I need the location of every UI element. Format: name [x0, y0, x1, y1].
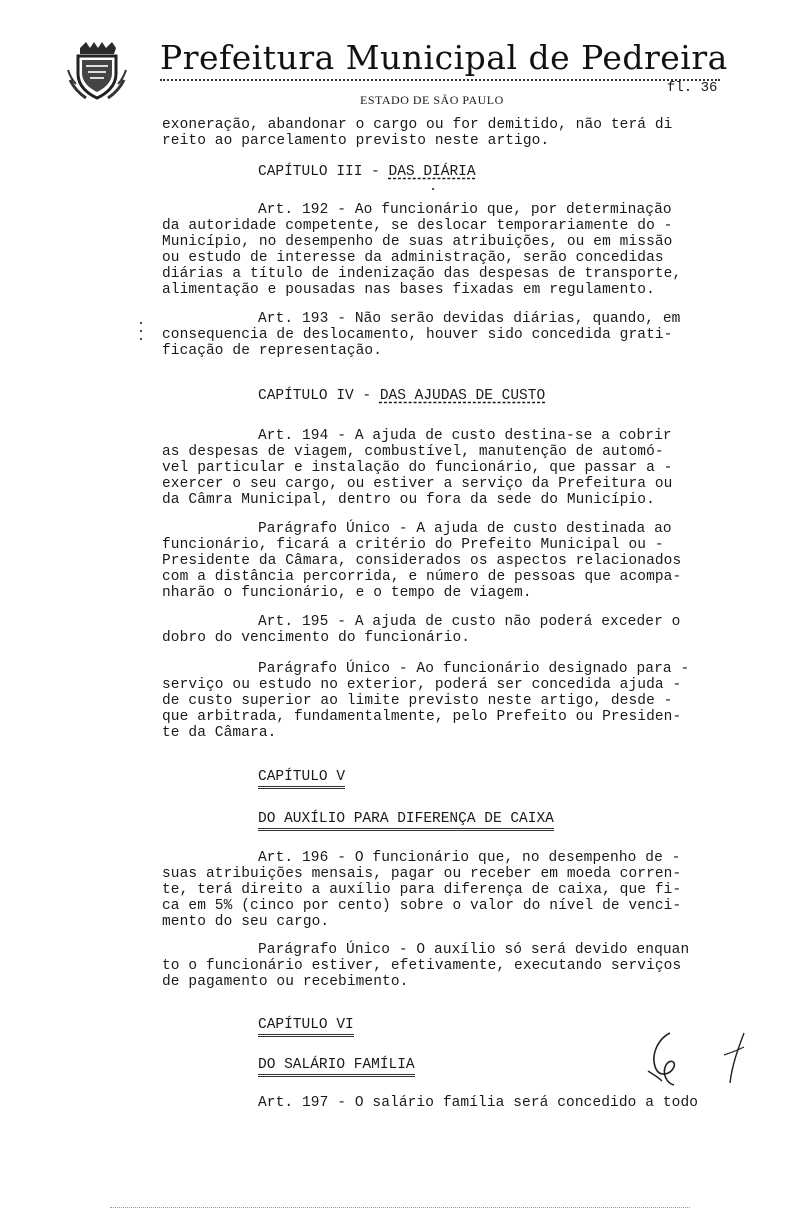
- text-line: vel particular e instalação do funcionário, que passar a -: [162, 460, 673, 476]
- text-line: exercer o seu cargo, ou estiver a serviço da Prefeitura ou: [162, 476, 673, 492]
- chapter-title: DAS AJUDAS DE CUSTO: [379, 388, 546, 404]
- chapter-subtitle-text: DO AUXÍLIO PARA DIFERENÇA DE CAIXA: [258, 811, 554, 831]
- margin-mark: [432, 188, 434, 190]
- initials-signature: [640, 1025, 760, 1095]
- text-line: funcionário, ficará a critério do Prefeito Municipal ou -: [162, 537, 664, 553]
- text-line: suas atribuições mensais, pagar ou receber em moeda corren-: [162, 866, 682, 882]
- text-line: Parágrafo Único - O auxílio só será devido enquan: [258, 942, 690, 958]
- text-line: Art. 197 - O salário família será concedido a todo: [258, 1095, 699, 1111]
- text-line: ficação de representação.: [162, 343, 383, 359]
- chapter-subtitle: [258, 1057, 415, 1073]
- text-line: Art. 195 - A ajuda de custo não poderá exceder o: [258, 614, 681, 630]
- text-line: serviço ou estudo no exterior, poderá ser concedida ajuda -: [162, 677, 682, 693]
- text-line: as despesas de viagem, combustível, manutenção de automó-: [162, 444, 664, 460]
- text-line: com a distância percorrida, e número de pessoas que acompa-: [162, 569, 682, 585]
- text-line: ca em 5% (cinco por cento) sobre o valor do nível de venci-: [162, 898, 682, 914]
- chapter-heading: [258, 164, 476, 180]
- margin-mark: [140, 330, 142, 332]
- text-line: Município, no desempenho de suas atribuições, ou em missão: [162, 234, 673, 250]
- text-line: te da Câmara.: [162, 725, 277, 741]
- text-line: Art. 193 - Não serão devidas diárias, quando, em: [258, 311, 681, 327]
- chapter-subtitle: [258, 811, 554, 827]
- page-folio: fl. 36: [667, 80, 718, 96]
- text-line: reito ao parcelamento previsto neste artigo.: [162, 133, 550, 149]
- letterhead-state: ESTADO DE SÃO PAULO: [360, 93, 504, 107]
- text-line: da Câmra Municipal, dentro ou fora da sede do Município.: [162, 492, 655, 508]
- chapter-prefix: CAPÍTULO IV -: [258, 388, 380, 404]
- letterhead-rule: [160, 79, 720, 81]
- text-line: de custo superior ao limite previsto neste artigo, desde -: [162, 693, 673, 709]
- chapter-heading: [258, 1017, 354, 1033]
- margin-mark: [140, 338, 142, 340]
- text-line: da autoridade competente, se deslocar temporariamente do -: [162, 218, 673, 234]
- text-line: exoneração, abandonar o cargo ou for demitido, não terá di: [162, 117, 673, 133]
- text-line: alimentação e pousadas nas bases fixadas em regulamento.: [162, 282, 655, 298]
- chapter-heading: [258, 388, 545, 404]
- text-line: Parágrafo Único - A ajuda de custo destinada ao: [258, 521, 672, 537]
- text-line: Presidente da Câmara, considerados os aspectos relacionados: [162, 553, 682, 569]
- chapter-heading: [258, 769, 345, 785]
- text-line: que arbitrada, fundamentalmente, pelo Prefeito ou Presiden-: [162, 709, 682, 725]
- text-line: to o funcionário estiver, efetivamente, executando serviços: [162, 958, 682, 974]
- text-line: mento do seu cargo.: [162, 914, 330, 930]
- text-line: Art. 196 - O funcionário que, no desempenho de -: [258, 850, 681, 866]
- chapter-title: CAPÍTULO VI: [258, 1017, 354, 1037]
- text-line: de pagamento ou recebimento.: [162, 974, 409, 990]
- text-line: ou estudo de interesse da administração, serão concedidas: [162, 250, 664, 266]
- margin-mark: [140, 322, 142, 324]
- chapter-prefix: CAPÍTULO III -: [258, 164, 389, 180]
- chapter-title: DAS DIÁRIA: [388, 164, 476, 180]
- text-line: diárias a título de indenização das despesas de transporte,: [162, 266, 682, 282]
- text-line: Art. 192 - Ao funcionário que, por determinação: [258, 202, 672, 218]
- chapter-title: CAPÍTULO V: [258, 769, 345, 789]
- text-line: Art. 194 - A ajuda de custo destina-se a cobrir: [258, 428, 672, 444]
- bottom-rule: [110, 1207, 690, 1208]
- text-line: Parágrafo Único - Ao funcionário designado para -: [258, 661, 690, 677]
- text-line: dobro do vencimento do funcionário.: [162, 630, 471, 646]
- text-line: consequencia de deslocamento, houver sido concedida grati-: [162, 327, 673, 343]
- text-line: te, terá direito a auxílio para diferença de caixa, que fi-: [162, 882, 682, 898]
- municipal-crest-icon: [66, 40, 128, 102]
- letterhead-title: Prefeitura Municipal de Pedreira: [160, 38, 728, 77]
- text-line: nharão o funcionário, e o tempo de viagem.: [162, 585, 532, 601]
- chapter-subtitle-text: DO SALÁRIO FAMÍLIA: [258, 1057, 415, 1077]
